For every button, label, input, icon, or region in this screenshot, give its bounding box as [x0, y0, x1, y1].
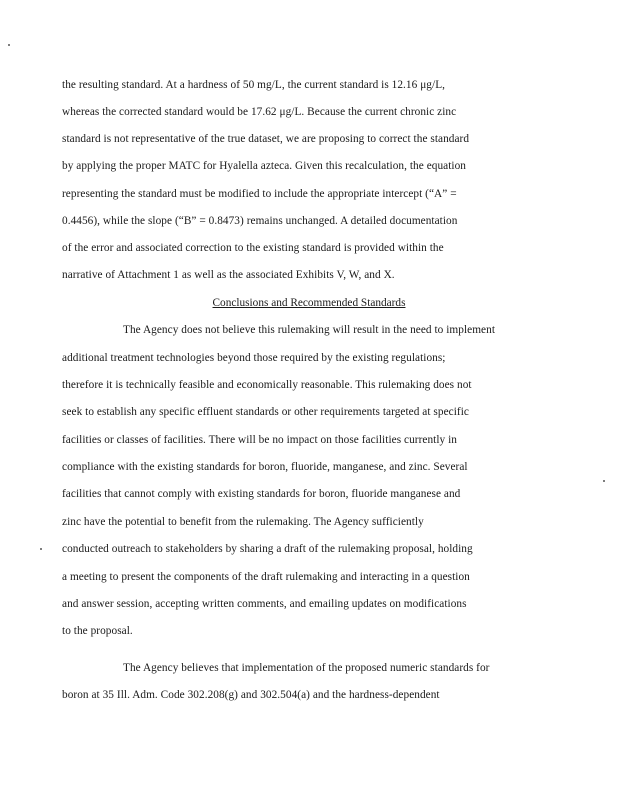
text-line: boron at 35 Ill. Adm. Code 302.208(g) and 302.504(a) and the hardness-dependent	[62, 689, 440, 701]
text-line: additional treatment technologies beyond those required by the existing regulations;	[62, 352, 446, 364]
text-line: facilities that cannot comply with existing standards for boron, fluoride manganese and	[62, 488, 461, 500]
text-line: a meeting to present the components of the draft rulemaking and interacting in a question	[62, 571, 470, 583]
text-line: representing the standard must be modified to include the appropriate intercept (“A” =	[62, 188, 457, 200]
text-line: whereas the corrected standard would be 17.62 μg/L. Because the current chronic zinc	[62, 106, 457, 118]
text-line: and answer session, accepting written comments, and emailing updates on modifications	[62, 598, 467, 610]
text-line: standard is not representative of the true dataset, we are proposing to correct the standard	[62, 133, 470, 145]
scan-speck	[603, 480, 605, 482]
text-line: The Agency believes that implementation of the proposed numeric standards for	[123, 662, 490, 674]
text-line: 0.4456), while the slope (“B” = 0.8473) remains unchanged. A detailed documentation	[62, 215, 458, 227]
text-line: to the proposal.	[62, 625, 133, 637]
text-line: The Agency does not believe this rulemaking will result in the need to implement	[123, 324, 496, 336]
text-line: zinc have the potential to benefit from the rulemaking. The Agency sufficiently	[62, 516, 424, 528]
text-line: narrative of Attachment 1 as well as the associated Exhibits V, W, and X.	[62, 269, 395, 281]
text-line: the resulting standard. At a hardness of 50 mg/L, the current standard is 12.16 μg/L,	[62, 79, 446, 91]
text-line: by applying the proper MATC for Hyalella azteca. Given this recalculation, the equation	[62, 160, 466, 172]
text-line: therefore it is technically feasible and economically reasonable. This rulemaking does not	[62, 379, 472, 391]
text-line: compliance with the existing standards for boron, fluoride, manganese, and zinc. Several	[62, 461, 468, 473]
scan-speck	[8, 44, 10, 46]
text-line: conducted outreach to stakeholders by sharing a draft of the rulemaking proposal, holding	[62, 543, 473, 555]
scan-speck	[40, 548, 42, 550]
text-line: seek to establish any specific effluent standards or other requirements targeted at specific	[62, 406, 469, 418]
text-line: of the error and associated correction to the existing standard is provided within the	[62, 242, 444, 254]
text-line: facilities or classes of facilities. There will be no impact on those facilities currently in	[62, 434, 457, 446]
section-heading: Conclusions and Recommended Standards	[212, 297, 406, 309]
